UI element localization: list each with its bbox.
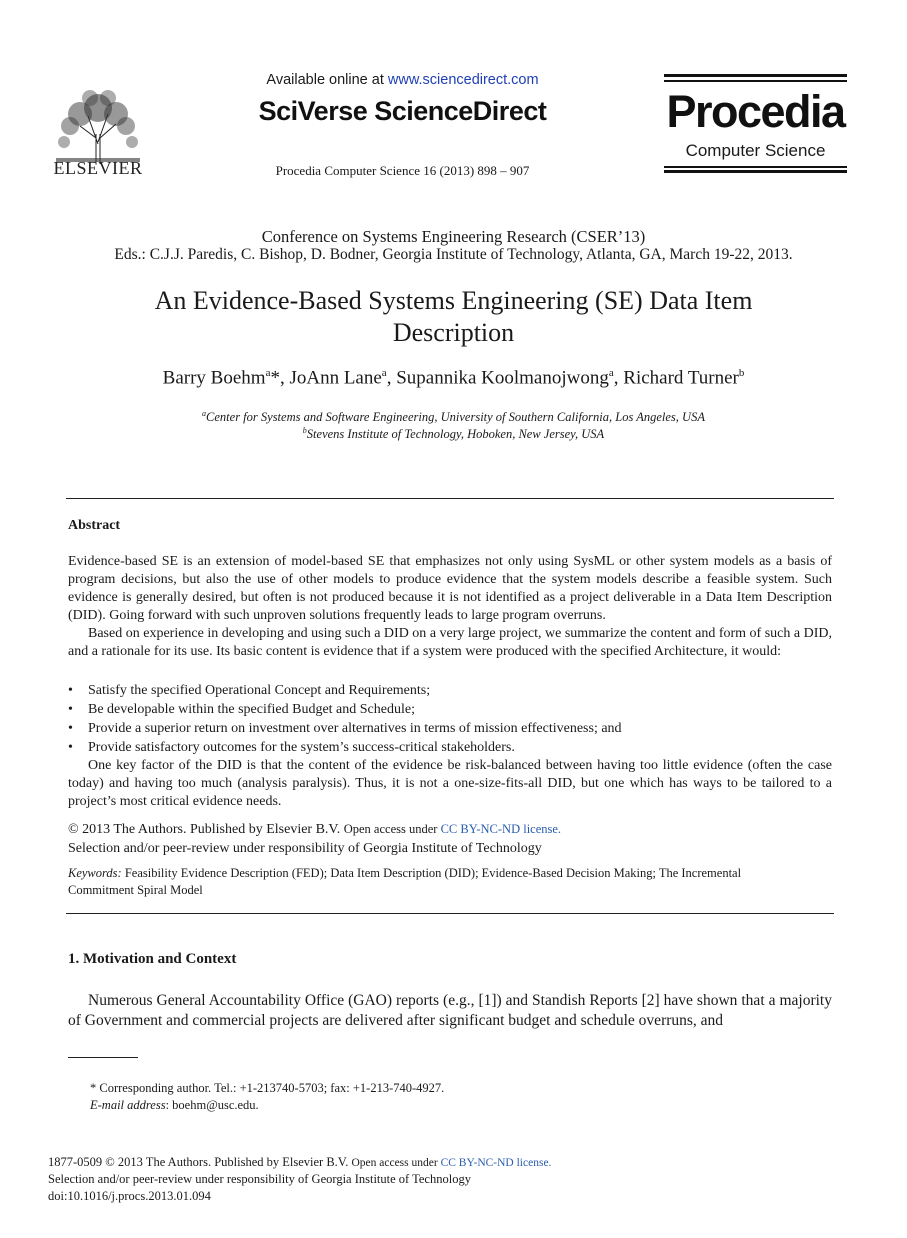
copyright-notice: © 2013 The Authors. Published by Elsevier B.V. Open access under CC BY-NC-ND license. Selection and/or peer-review under responsibility of Georgia Institute of Technology [68,822,562,856]
abstract-paragraph: Based on experience in developing and using such a DID on a very large project, we summarize the content and form of such a DID, and a rationale for its use. Its basic content is evidence that if a system were produced with the specified Architecture, it would: [68,626,832,659]
license-link[interactable]: CC BY-NC-ND license. [440,822,562,836]
procedia-logo: Procedia [666,86,845,137]
procedia-rule [664,80,847,82]
keywords: Keywords: Feasibility Evidence Description (FED); Data Item Description (DID); Evidence-Based Decision Making; The Incremental Commitment Spiral Model [68,866,742,897]
list-item: • Be developable within the specified Budget and Schedule; [68,700,832,719]
procedia-rule [664,74,847,77]
footnote-rule [68,1057,138,1058]
author-name: Richard Turner [623,367,739,389]
divider [66,913,834,914]
affiliation: $^b$Stevens Institute of Technology, Hoboken, New Jersey, USA [302,426,605,442]
conference-editors: Eds.: C.J.J. Paredis, C. Bishop, D. Bodner, Georgia Institute of Technology, Atlanta, GA, March 19-22, 2013. [114,246,793,263]
elsevier-logo-text: ELSEVIER [53,158,143,178]
footer-doi[interactable]: doi:10.1016/j.procs.2013.01.094 [48,1189,211,1203]
footer-license-link[interactable]: CC BY-NC-ND license. [440,1157,552,1169]
abstract-paragraph: Evidence-based SE is an extension of model-based SE that emphasizes not only using SysML or other system models as a basis of program decisions, but also the use of other models to produce evidence that the system models describe a feasible system. Such evidence is generally desired, but often is not produced because it is not identified as a project deliverable in a Data Item Description (DID). Going forward with such unproven solutions frequently leads to large program overruns. [68,554,832,623]
procedia-rule [664,170,847,173]
section-heading: 1. Motivation and Context [68,951,237,967]
author-list: Barry Boehm$^a$*, JoAnn Lane$^a$, Supannika Koolmanojwong$^a$, Richard Turner$^b$ [162,367,745,389]
footer-review: Selection and/or peer-review under responsibility of Georgia Institute of Technology [48,1172,471,1186]
footer-copyright: 1877-0509 © 2013 The Authors. Published by Elsevier B.V. Open access under CC BY-NC-ND license. [48,1155,552,1169]
list-item: • Provide satisfactory outcomes for the system’s success-critical stakeholders. [68,738,832,757]
abstract-paragraph: One key factor of the DID is that the content of the evidence be risk-balanced between having too little evidence (often the case today) and having too much (analysis paralysis). Thus, it is not a one-size-fits-all DID, but one which has ways to be tailored to a project’s most critical evidence needs. [68,758,832,809]
available-online: Available online at www.sciencedirect.com [266,72,539,88]
procedia-subtitle: Computer Science [685,141,826,160]
author-name: Barry Boehm [162,367,266,389]
sciverse-sciencedirect-logo: SciVerse ScienceDirect [258,96,547,126]
abstract-bullet-list [68,681,832,757]
affiliation: $^a$Center for Systems and Software Engineering, University of Southern California, Los Angeles, USA [202,409,705,425]
procedia-rule [664,166,847,168]
author-name: Supannika Koolmanojwong [396,367,609,389]
list-item: • Satisfy the specified Operational Concept and Requirements; [68,681,832,700]
footnote-email: E-mail address: boehm@usc.edu. [90,1098,259,1112]
abstract-heading: Abstract [68,518,121,533]
list-item: • Provide a superior return on investment over alternatives in terms of mission effectiveness; and [68,719,832,738]
sciencedirect-link[interactable]: www.sciencedirect.com [387,72,539,88]
body-paragraph: Numerous General Accountability Office (GAO) reports (e.g., [1]) and Standish Reports [2] have shown that a majority of Government and commercial projects are delivered after significant budget and schedule overruns, and [68,992,832,1029]
author-name: JoAnn Lane [289,367,382,389]
journal-reference: Procedia Computer Science 16 (2013) 898 – 907 [275,163,530,178]
paper-title: An Evidence-Based Systems Engineering (SE) Data Item Description [154,286,753,347]
divider [66,498,834,499]
footnote-corresponding: * Corresponding author. Tel.: +1-213740-5703; fax: +1-213-740-4927. [90,1081,445,1095]
conference-name: Conference on Systems Engineering Research (CSER’13) [261,227,646,246]
